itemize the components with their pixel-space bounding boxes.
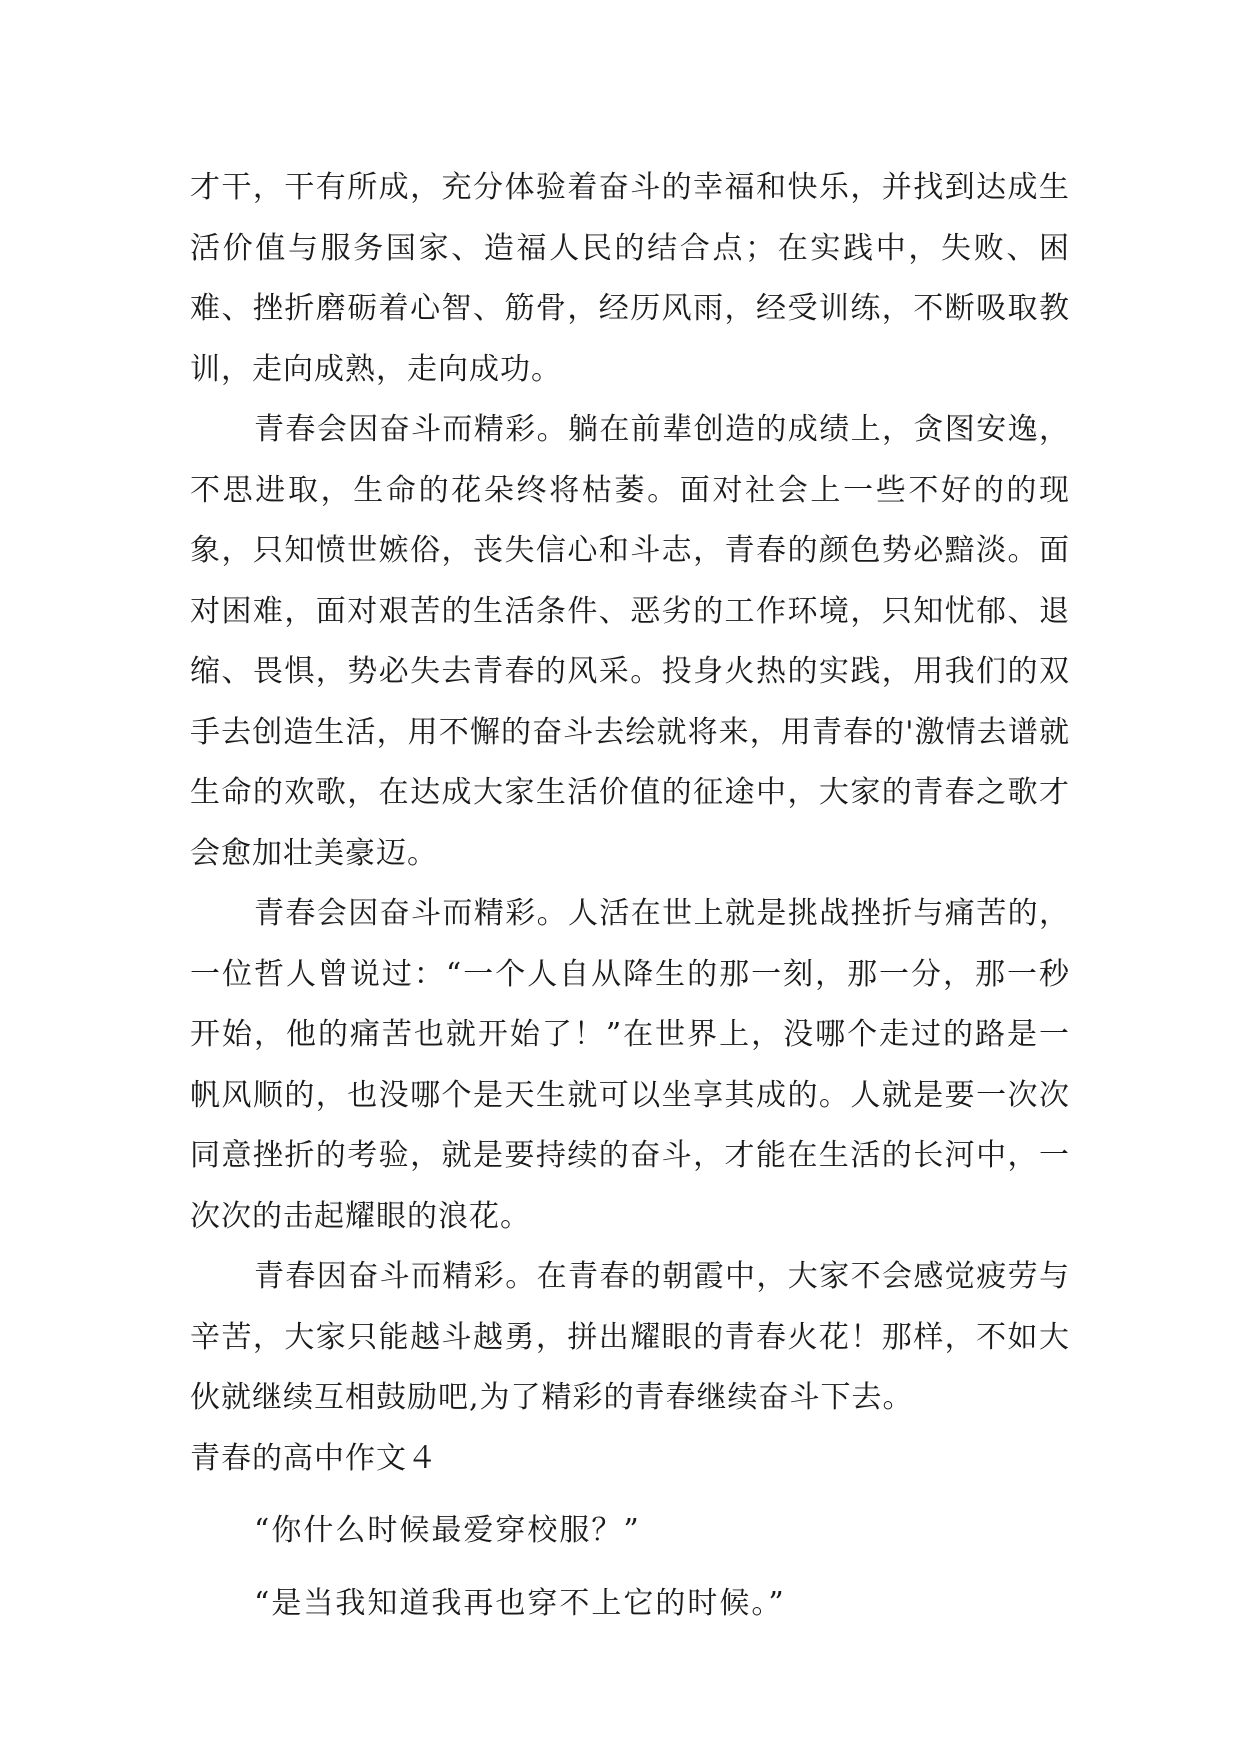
quote-question: “你什么时候最爱穿校服？” [254, 1513, 641, 1548]
document-body [190, 158, 1070, 1634]
paragraph-2: 青春会因奋斗而精彩。躺在前辈创造的成绩上，贪图安逸，不思进取，生命的花朵终将枯萎。面对社会上一些不好的的现象，只知愤世嫉俗，丧失信心和斗志，青春的颜色势必黯淡。面对困难，面对艰苦的生活条件、恶劣的工作环境，只知忧郁、退缩、畏惧，势必失去青春的风采。投身火热的实践，用我们的双手去创造生活，用不懈的奋斗去绘就将来，用青春的'激情去谱就生命的欢歌，在达成大家生活价值的征途中，大家的青春之歌才会愈加壮美豪迈。 [190, 412, 1070, 871]
section-heading: 青春的高中作文４ [190, 1440, 438, 1476]
paragraph-1: 才干，干有所成，充分体验着奋斗的幸福和快乐，并找到达成生活价值与服务国家、造福人民的结合点；在实践中，失败、困难、挫折磨砺着心智、筋骨，经历风雨，经受训练，不断吸取教训，走向成熟，走向成功。 [190, 170, 1070, 387]
quote-answer: “是当我知道我再也穿不上它的时候。” [254, 1585, 786, 1621]
paragraph-3: 青春会因奋斗而精彩。人活在世上就是挑战挫折与痛苦的，一位哲人曾说过：“一个人自从降生的那一刻，那一分，那一秒开始，他的痛苦也就开始了！”在世界上，没哪个走过的路是一帆风顺的，也没哪个是天生就可以坐享其成的。人就是要一次次同意挫折的考验，就是要持续的奋斗，才能在生活的长河中，一次次的击起耀眼的浪花。 [190, 896, 1070, 1234]
paragraph-4: 青春因奋斗而精彩。在青春的朝霞中，大家不会感觉疲劳与辛苦，大家只能越斗越勇，拼出耀眼的青春火花！那样，不如大伙就继续互相鼓励吧,为了精彩的青春继续奋斗下去。 [190, 1259, 1070, 1415]
